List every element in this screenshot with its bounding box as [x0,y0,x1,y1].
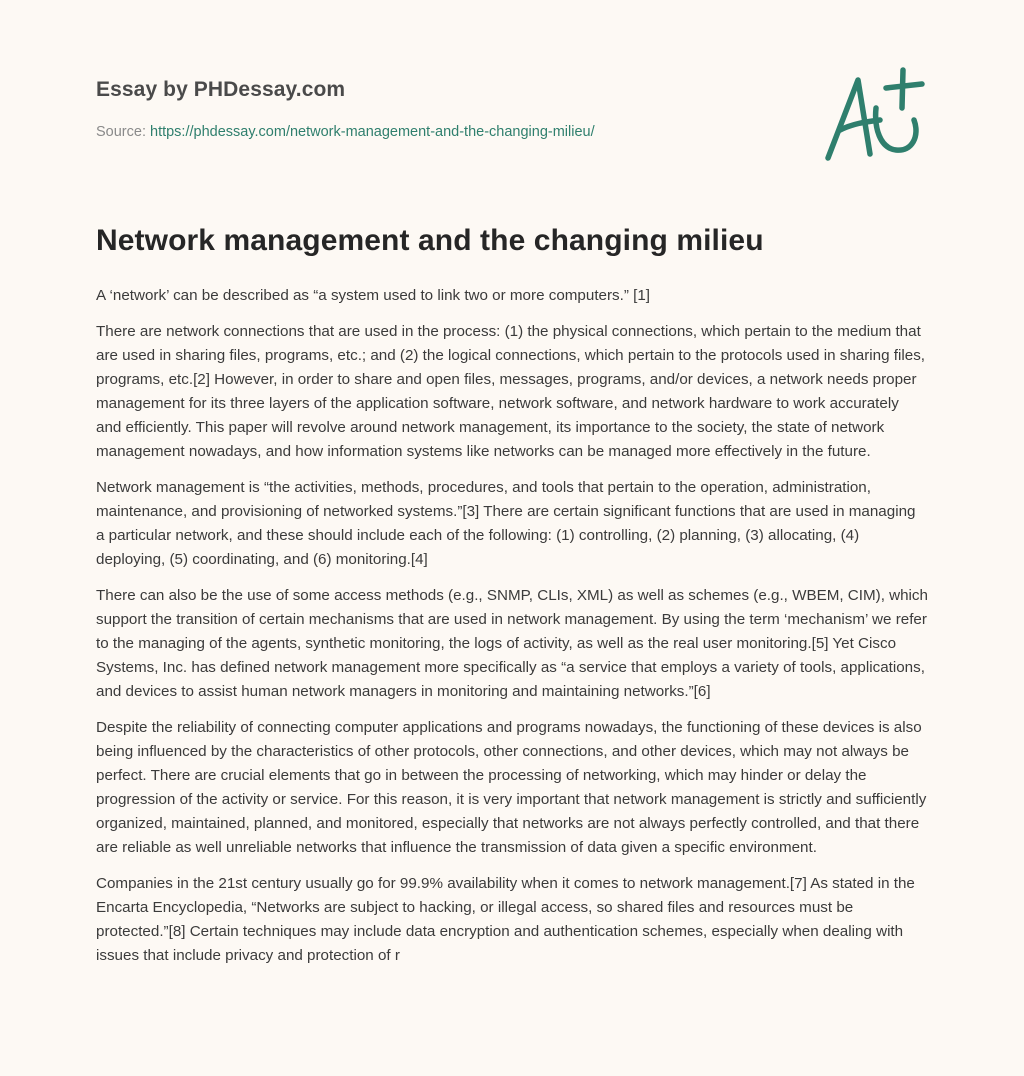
essay-paragraph-4: There can also be the use of some access methods (e.g., SNMP, CLIs, XML) as well as schemes (e.g., WBEM, CIM), which support the transition of certain mechanisms that are used in network management. By using the term ‘mechanism’ we refer to the managing of the agents, synthetic monitoring, the logs of activity, as well as the real user monitoring.[5] Yet Cisco Systems, Inc. has defined network management more specifically as “a service that employs a variety of tools, applications, and devices to assist human network managers in monitoring and maintaining networks.”[6] [96,587,928,700]
source-link[interactable]: https://phdessay.com/network-management-and-the-changing-milieu/ [150,124,595,140]
essay-paragraph-1: A ‘network’ can be described as “a system used to link two or more computers.” [1] [96,287,651,304]
essay-paragraph-6: Companies in the 21st century usually go for 99.9% availability when it comes to network management.[7] As stated in the Encarta Encyclopedia, “Networks are subject to hacking, or illegal access, so shared files and resources must be protected.”[8] Certain techniques may include data encryption and authentication schemes, especially when dealing with issues that include privacy and protection of r [96,875,915,964]
source-label: Source: [96,124,150,140]
essay-title: Network management and the changing milieu [96,224,764,257]
essay-body [96,284,928,1064]
brand-title: Essay by PHDessay.com [96,78,346,101]
essay-paragraph-5: Despite the reliability of connecting computer applications and programs nowadays, the functioning of these devices is also being influenced by the characteristics of other protocols, other connections, and other devices, which may not always be perfect. There are crucial elements that go in between the processing of networking, which may hinder or delay the progression of the activity or service. For this reason, it is very important that network management is strictly and sufficiently organized, maintained, planned, and monitored, especially that networks are not always perfectly controlled, and that there are reliable as well unreliable networks that influence the transmission of data given a specific environment. [96,719,927,856]
source-line [96,124,595,140]
essay-paragraph-3: Network management is “the activities, methods, procedures, and tools that pertain to the operation, administration, maintenance, and provisioning of networked systems.”[3] There are certain significant functions that are used in managing a particular network, and these should include each of the following: (1) controlling, (2) planning, (3) allocating, (4) deploying, (5) coordinating, and (6) monitoring.[4] [96,479,916,568]
essay-paragraph-2: There are network connections that are used in the process: (1) the physical connections, which pertain to the medium that are used in sharing files, programs, etc.; and (2) the logical connections, which pertain to the protocols used in sharing files, programs, etc.[2] However, in order to share and open files, messages, programs, and/or devices, a network needs proper management for its three layers of the application software, network software, and network hardware to work accurately and efficiently. This paper will revolve around network management, its importance to the society, the state of network management nowadays, and how information systems like networks can be managed more effectively in the future. [96,323,926,460]
a-plus-logo-icon [818,64,930,168]
